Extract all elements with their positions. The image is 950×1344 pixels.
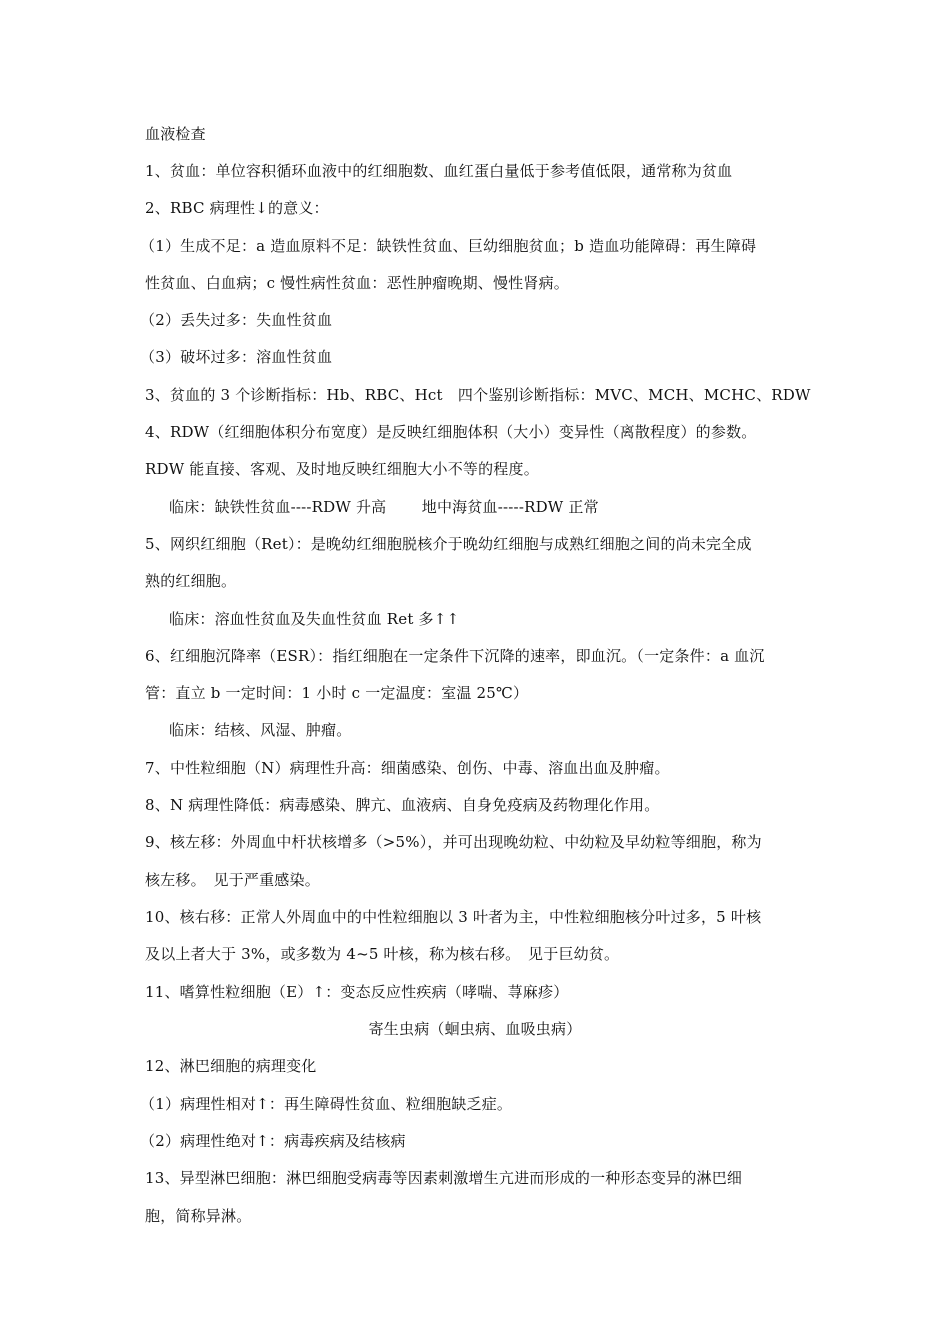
text-line: （1）生成不足：a 造血原料不足：缺铁性贫血、巨幼细胞贫血；b 造血功能障碍：再生障碍 (140, 237, 757, 255)
text-line: （2）丢失过多：失血性贫血 (140, 311, 333, 329)
text-line: 12、淋巴细胞的病理变化 (145, 1057, 317, 1075)
text-line: 6、红细胞沉降率（ESR）：指红细胞在一定条件下沉降的速率，即血沉。（一定条件：a 血沉 (145, 647, 765, 665)
text-line: 7、中性粒细胞（N）病理性升高：细菌感染、创伤、中毒、溶血出血及肿瘤。 (145, 759, 670, 777)
text-line: 3、贫血的 3 个诊断指标：Hb、RBC、Hct 四个鉴别诊断指标：MVC、MCH、MCHC、RDW (145, 386, 811, 404)
text-line: 性贫血、白血病；c 慢性病性贫血：恶性肿瘤晚期、慢性肾病。 (145, 274, 569, 292)
text-line: 胞，简称异淋。 (145, 1207, 252, 1225)
text-line: 1、贫血：单位容积循环血液中的红细胞数、血红蛋白量低于参考值低限，通常称为贫血 (145, 162, 733, 180)
text-line: （3）破坏过多：溶血性贫血 (140, 348, 333, 366)
text-line: 核左移。 见于严重感染。 (145, 871, 320, 889)
text-line: 13、异型淋巴细胞：淋巴细胞受病毒等因素刺激增生亢进而形成的一种形态变异的淋巴细 (145, 1169, 743, 1187)
text-line: （1）病理性相对↑：再生障碍性贫血、粒细胞缺乏症。 (140, 1095, 513, 1113)
text-line: （2）病理性绝对↑：病毒疾病及结核病 (140, 1132, 406, 1150)
text-line: 临床：溶血性贫血及失血性贫血 Ret 多↑↑ (169, 610, 460, 628)
text-line: 9、核左移：外周血中杆状核增多（>5%），并可出现晚幼粒、中幼粒及早幼粒等细胞，称为 (145, 833, 762, 851)
text-line: 及以上者大于 3%，或多数为 4~5 叶核，称为核右移。 见于巨幼贫。 (145, 945, 620, 963)
text-line: 临床：缺铁性贫血----RDW 升高 地中海贫血-----RDW 正常 (169, 498, 599, 516)
text-line: 2、RBC 病理性↓的意义： (145, 199, 329, 217)
text-line: 5、网织红细胞（Ret）：是晚幼红细胞脱核介于晚幼红细胞与成熟红细胞之间的尚未完全成 (145, 535, 752, 553)
text-line: 临床：结核、风湿、肿瘤。 (169, 721, 352, 739)
text-line: 11、嗜算性粒细胞（E）↑：变态反应性疾病（哮喘、荨麻疹） (145, 983, 569, 1001)
text-line: RDW 能直接、客观、及时地反映红细胞大小不等的程度。 (145, 460, 539, 478)
text-line: 10、核右移：正常人外周血中的中性粒细胞以 3 叶者为主，中性粒细胞核分叶过多，5 叶核 (145, 908, 762, 926)
text-line: 熟的红细胞。 (145, 572, 237, 590)
text-line: 管：直立 b 一定时间：1 小时 c 一定温度：室温 25℃） (145, 684, 529, 702)
document-title: 血液检查 (145, 125, 206, 143)
text-line: 8、N 病理性降低：病毒感染、脾亢、血液病、自身免疫病及药物理化作用。 (145, 796, 660, 814)
text-line: 寄生虫病（蛔虫病、血吸虫病） (368, 1020, 582, 1038)
text-line: 4、RDW（红细胞体积分布宽度）是反映红细胞体积（大小）变异性（离散程度）的参数。 (145, 423, 757, 441)
